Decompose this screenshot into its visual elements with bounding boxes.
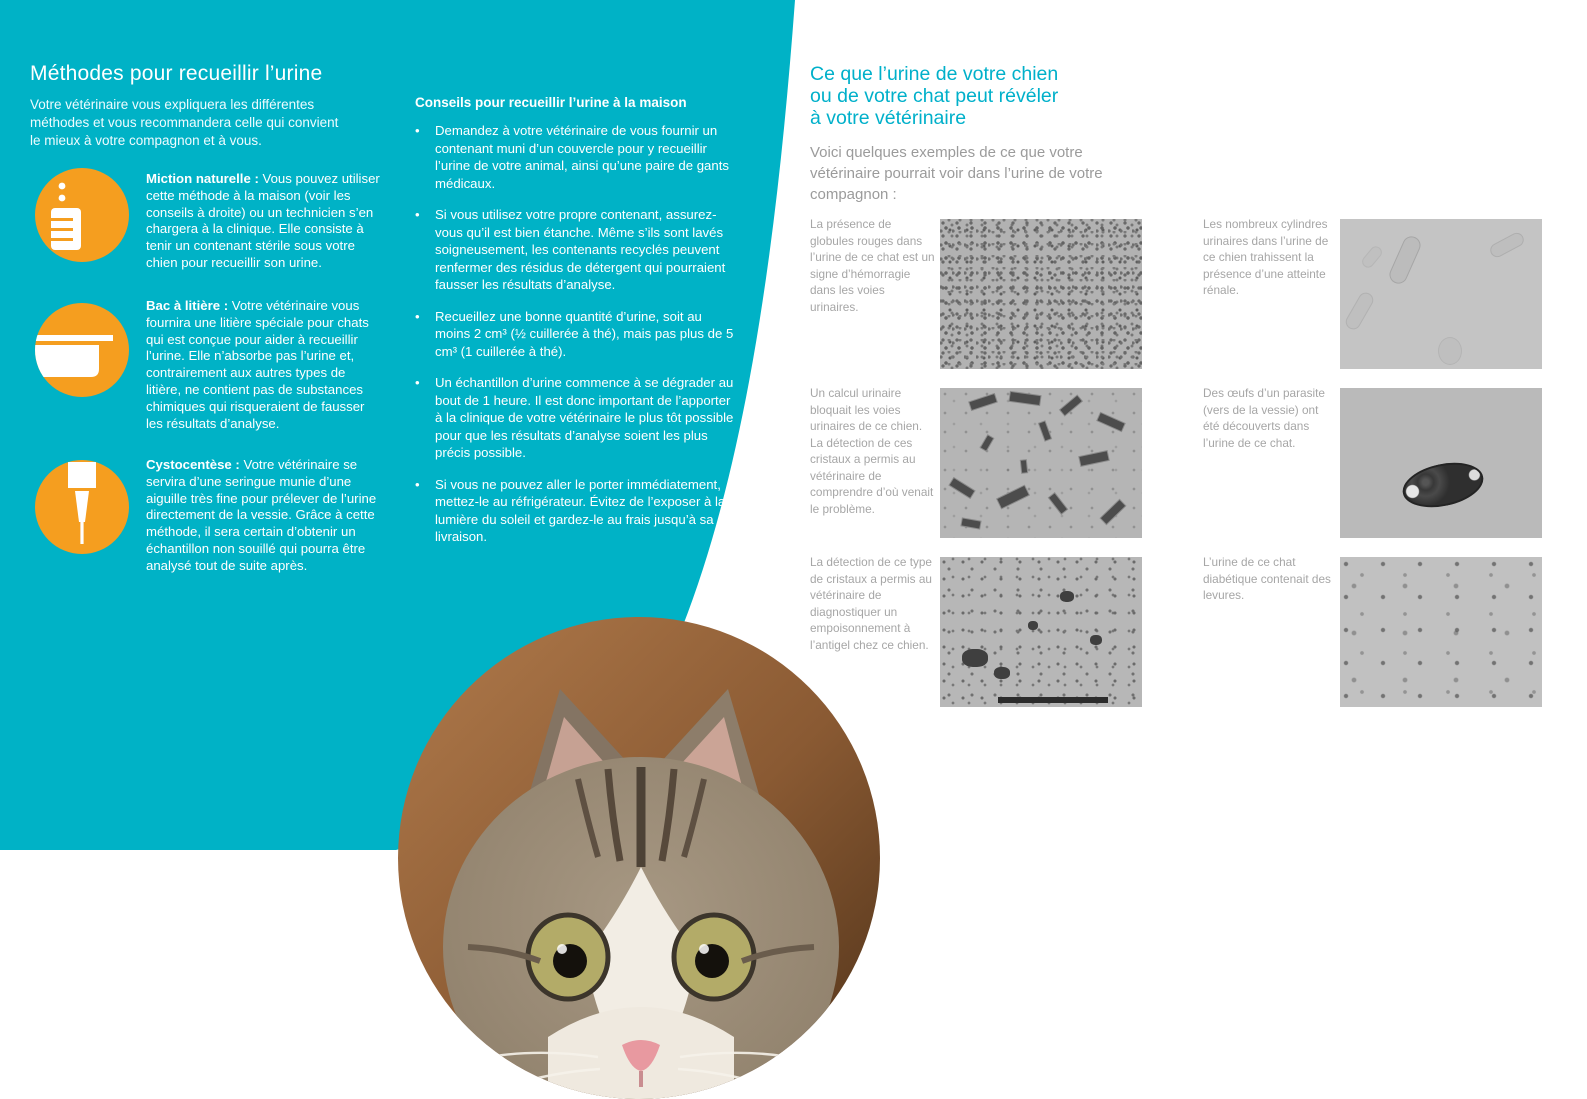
parasite-egg-micrograph	[1340, 388, 1542, 538]
micrograph-caption: L’urine de ce chat diabétique contenait des levures.	[1203, 555, 1331, 602]
crystal-shape	[1010, 392, 1041, 405]
litter-box-icon	[35, 303, 129, 397]
crystal-shape	[1079, 451, 1108, 466]
method-text: Bac à litière : Votre vétérinaire vous fournira une litière spéciale pour chats qui est conçue pour aider à recueillir l’urine. Elle n’absorbe pas l’urine et, contrairement aux autres types de litière, ne contient pas de substances chimiques qui risqueraient de fausser les résultats d’analyse.	[146, 298, 369, 431]
syringe-icon	[35, 460, 129, 554]
bullet-icon	[415, 206, 435, 294]
cat-photo	[398, 617, 880, 1099]
parasite-egg-shape	[1399, 456, 1488, 514]
method-text: Miction naturelle : Vous pouvez utiliser cette méthode à la maison (voir les conseils à droite) ou un technicien s’en chargera à la clinique. Elle consiste à tenir un contenant stérile sous votre chien pour recueillir son urine.	[146, 171, 380, 270]
micrograph-caption: Les nombreux cylindres urinaires dans l’urine de ce chien trahissent la présence d’une atteinte rénale.	[1203, 217, 1329, 297]
cast-shape	[1343, 290, 1376, 332]
tip-item: • Si vous ne pouvez aller le porter immédiatement, mettez-le au réfrigérateur. Évitez de l’exposer à la lumière du soleil et gardez-le au frais jusqu’à sa livraison.	[415, 476, 737, 546]
cast-shape	[1360, 244, 1385, 270]
red-blood-cells-micrograph	[940, 219, 1142, 369]
crystal-clump	[962, 649, 988, 667]
crystal-shape	[1021, 460, 1027, 472]
bullet-icon	[415, 308, 435, 361]
crystal-shape	[981, 435, 993, 450]
method-label: Miction naturelle :	[146, 171, 259, 186]
crystal-shape	[1039, 422, 1051, 441]
urinary-stone-crystals-micrograph	[940, 388, 1142, 538]
crystal-shape	[962, 518, 981, 528]
crystal-shape	[1049, 493, 1067, 513]
crystal-clump	[1090, 635, 1102, 645]
cast-shape	[1488, 230, 1526, 259]
tips-section	[415, 95, 737, 560]
method-text: Cystocentèse : Votre vétérinaire se servira d’une seringue munie d’une aiguille très fine pour prélever de l’urine directement de la vessie. Grâce à cette méthode, il sera certain d’obtenir un échantillon non souillé qui pourra être analysé tout de suite après.	[146, 457, 377, 573]
crystal-shape	[997, 486, 1028, 508]
yeast-cells-micrograph	[1340, 557, 1542, 707]
crystal-shape	[1101, 500, 1125, 524]
cast-shape	[1438, 337, 1462, 365]
tip-item: • Un échantillon d’urine commence à se dégrader au bout de 1 heure. Il est donc important de l’apporter à la clinique de votre vétérinaire le plus tôt possible pour que les résultats d’analyse soient les plus précis possible.	[415, 374, 737, 462]
left-intro-text: Votre vétérinaire vous expliquera les différentes méthodes et vous recommandera celle qui convient le mieux à votre compagnon et à vous.	[30, 97, 339, 148]
bullet-icon	[415, 374, 435, 462]
tip-item: • Si vous utilisez votre propre contenant, assurez-vous qu’il est bien étanche. Même s’ils sont lavés soigneusement, les contenants recyclés peuvent renfermer des résidus de détergent qui pourraient fausser les résultats d’analyse.	[415, 206, 737, 294]
method-label: Cystocentèse :	[146, 457, 240, 472]
page-title: Méthodes pour recueillir l’urine	[30, 62, 323, 85]
right-intro-text: Voici quelques exemples de ce que votre vétérinaire pourrait voir dans l’urine de votre compagnon :	[810, 144, 1103, 203]
crystal-shape	[950, 478, 975, 498]
method-label: Bac à litière :	[146, 298, 229, 313]
crystal-clump	[994, 667, 1010, 679]
tips-list	[415, 122, 737, 546]
tips-heading: Conseils pour recueillir l’urine à la maison	[415, 95, 687, 110]
tip-item: • Recueillez une bonne quantité d’urine, soit au moins 2 cm³ (½ cuillerée à thé), mais pas plus de 5 cm³ (1 cuillerée à thé).	[415, 308, 737, 361]
crystal-shape	[1097, 413, 1124, 431]
crystal-clump	[1028, 621, 1038, 630]
crystal-shape	[969, 394, 996, 410]
crystal-clump	[1060, 591, 1074, 602]
scale-bar	[998, 697, 1108, 703]
crystal-shape	[1060, 396, 1081, 416]
cast-shape	[1387, 234, 1424, 287]
micrograph-caption: Des œufs d’un parasite (vers de la vessie) ont été découverts dans l’urine de ce chat.	[1203, 386, 1325, 450]
right-page-title: Ce que l’urine de votre chien ou de votre chat peut révéler à votre vétérinaire	[810, 63, 1059, 129]
bullet-icon	[415, 122, 435, 192]
bullet-icon	[415, 476, 435, 546]
tip-item: • Demandez à votre vétérinaire de vous fournir un contenant muni d’un couvercle pour y recueillir l’urine de votre animal, ainsi qu’une paire de gants médicaux.	[415, 122, 737, 192]
micrograph-caption: La présence de globules rouges dans l’urine de ce chat est un signe d’hémorragie dans les voies urinaires.	[810, 217, 935, 314]
micrograph-caption: Un calcul urinaire bloquait les voies urinaires de ce chien. La détection de ces cristaux a permis au vétérinaire de comprendre d’où venait le problème.	[810, 386, 934, 516]
antifreeze-crystals-micrograph	[940, 557, 1142, 707]
micrograph-caption: La détection de ce type de cristaux a permis au vétérinaire de diagnostiquer un empoisonnement à l’antigel chez ce chien.	[810, 555, 932, 652]
urinary-casts-micrograph	[1340, 219, 1542, 369]
specimen-cup-icon	[35, 168, 129, 262]
